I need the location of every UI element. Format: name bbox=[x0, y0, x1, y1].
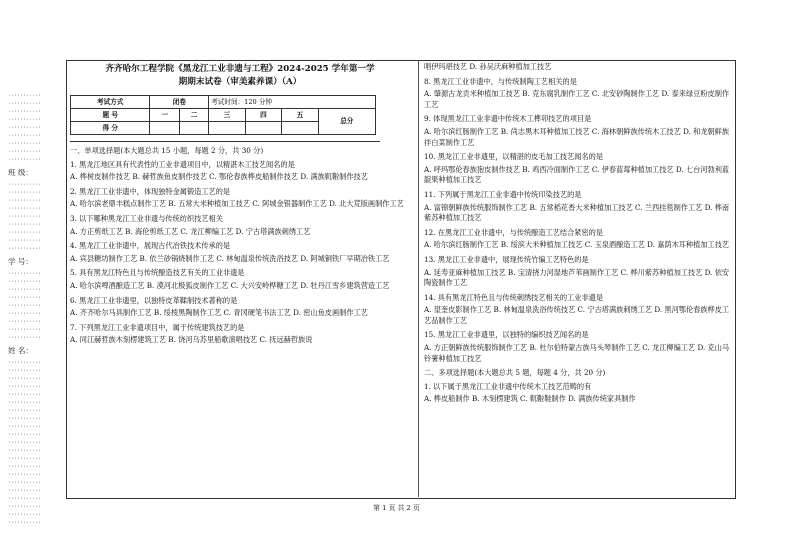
binding-strip bbox=[8, 92, 60, 532]
question-3: 3. 以下哪种黑龙江工业非遗与传统纺织技艺相关 bbox=[70, 213, 223, 223]
question-9: 9. 体现黑龙江工业非遗中传统木工榫卯技艺的项目是 bbox=[424, 114, 592, 124]
question-1: 1. 黑龙江地区具有代表性的工业非遗项目中，以精湛木工技艺闻名的是 bbox=[70, 159, 295, 169]
part-5: 五 bbox=[282, 109, 318, 122]
question-8: 8. 黑龙江工业非遗中，与传统制陶工艺相关的是 bbox=[424, 76, 577, 86]
question-14-options: A. 望奎皮影制作工艺 B. 林甸温泉洗浴传统技艺 C. 宁古塔满族刺绣工艺 D. 黑河鄂伦春族桦皮工艺品制作工艺 bbox=[424, 305, 730, 325]
question-13-options: A. 延寿亚麻种植加工技艺 B. 宝清挠力河湿地芦苇画制作工艺 C. 桦川紫苏种植加工技艺 D. 依安陶瓷制作工艺 bbox=[424, 267, 730, 288]
section-one-heading: 一、单项选择题(本大题总共 15 小题，每题 2 分，共 30 分) bbox=[70, 146, 264, 155]
name-label: 姓 名： bbox=[8, 346, 33, 355]
question-11: 11. 下列属于黑龙江工业非遗中传统印染技艺的是 bbox=[424, 189, 582, 199]
left-column bbox=[70, 60, 410, 350]
question-1-options: A. 桦树皮制作技艺 B. 赫哲族鱼皮制作技艺 C. 鄂伦春族桦皮船制作技艺 D. 满族靰鞡制作技艺 bbox=[70, 172, 368, 182]
question-7-options-continued: 唱伊玛堪技艺 D. 孙吴沃麻种植加工技艺 bbox=[424, 62, 552, 71]
part-4: 四 bbox=[245, 109, 281, 122]
question-15-options: A. 方正朝鲜族传统服饰制作工艺 B. 杜尔伯特蒙古族马头琴制作工艺 C. 龙江柳编工艺 D. 克山马铃薯种植加工技艺 bbox=[424, 343, 730, 363]
question-10: 10. 黑龙江工业非遗里，以精湛的皮毛加工技艺闻名的是 bbox=[424, 152, 604, 162]
question-15: 15. 黑龙江工业非遗里，以独特的编织技艺闻名的是 bbox=[424, 330, 589, 340]
question-9-options: A. 哈尔滨红肠制作工艺 B. 尚志黑木耳种植加工技艺 C. 海林朝鲜族传统木工技艺 D. 和龙朝鲜族拌白菜制作工艺 bbox=[424, 126, 730, 147]
question-number-label: 题 号 bbox=[71, 109, 150, 122]
score-cell-4 bbox=[245, 122, 281, 135]
question-8-options: A. 肇源古龙贡米种植加工技艺 B. 克东腐乳制作工艺 C. 北安砂陶制作工艺 D. 泰来绿豆粉皮制作工艺 bbox=[424, 89, 730, 109]
question-14: 14. 具有黑龙江特色且与传统刺绣技艺相关的工业非遗是 bbox=[424, 292, 604, 302]
score-cell-3 bbox=[209, 122, 245, 135]
question-11-options: A. 富锦朝鲜族传统服饰制作工艺 B. 五常稻花香大米种植加工技艺 C. 兰西挂毯制作工艺 D. 桦南紫苏种植加工技艺 bbox=[424, 202, 730, 223]
page-footer: 第 1 页 共 2 页 bbox=[373, 504, 420, 512]
multi-question-1: 1. 以下属于黑龙江工业非遗中传统木工技艺范畴的有 bbox=[424, 381, 592, 391]
class-label: 班 级： bbox=[8, 168, 33, 177]
question-5-options: A. 哈尔滨啤酒酿造工艺 B. 漠河北极狐皮制作工艺 C. 大兴安岭桦糖工艺 D. 牡丹江雪乡建筑营造工艺 bbox=[70, 280, 390, 290]
question-6: 6. 黑龙江工业非遗里，以独特皮革鞣制技术著称的是 bbox=[70, 295, 238, 305]
header-rule bbox=[70, 141, 380, 142]
part-2: 二 bbox=[179, 109, 208, 122]
column-divider bbox=[418, 60, 419, 497]
exam-time: 考试时间：120 分钟 bbox=[209, 96, 376, 109]
question-6-options: A. 齐齐哈尔马具制作工艺 B. 绥棱黑陶制作工艺 C. 青冈硬笔书法工艺 D. 密山鱼皮画制作工艺 bbox=[70, 308, 368, 318]
dotted-binding-line-class: ··········· ··········· ··········· ··········· ··········· ··········· ··········· ··········· ··········· bbox=[8, 182, 42, 252]
question-10-options: A. 呼玛鄂伦春族狍皮制作技艺 B. 鸡西冷面制作工艺 C. 伊春蓝莓种植加工技艺 D. 七台河勃利蓝靛果种植加工技艺 bbox=[424, 164, 730, 185]
dotted-binding-line-top: ··········· ··········· ··········· ··········· ··········· ··········· ··········· ··········· ··········· bbox=[8, 93, 42, 163]
dotted-binding-line-bottom: ··········· ··········· ··········· ··········· ··········· ··········· ··········· ··········· ··········· ··········· ··········· ··········· ··········· ··········· ··········· ··········· ··········· ··········· ··········· ··········· ··········· bbox=[8, 360, 42, 526]
part-3: 三 bbox=[209, 109, 245, 122]
score-cell-2 bbox=[179, 122, 208, 135]
score-cell-1 bbox=[150, 122, 179, 135]
section-two-heading: 二、多项选择题(本大题总共 5 题，每题 4 分，共 20 分) bbox=[424, 368, 606, 378]
question-12-options: A. 哈尔滨红肠制作工艺 B. 绥滨大米种植加工技艺 C. 玉泉酒酿造工艺 D. 嘉荫木耳种植加工技艺 bbox=[424, 240, 730, 250]
exam-subtitle: 期期末试卷（审美素养课）（A） bbox=[178, 77, 302, 87]
question-12: 12. 在黑龙江工业非遗中，与传统酿造工艺结合紧密的是 bbox=[424, 227, 604, 237]
question-3-options: A. 方正剪纸工艺 B. 海伦剪纸工艺 C. 龙江柳编工艺 D. 宁古塔满族刺绣工艺 bbox=[70, 226, 311, 236]
question-13: 13. 黑龙江工业非遗中，展现传统竹编工艺特色的是 bbox=[424, 254, 589, 264]
exam-title: 齐齐哈尔工程学院《黑龙江工业非遗与工程》2024-2025 学年第一学 bbox=[105, 64, 375, 74]
exam-mode-value: 闭卷 bbox=[150, 96, 209, 109]
question-7: 7. 下列黑龙江工业非遗项目中，属于传统建筑技艺的是 bbox=[70, 322, 245, 332]
score-cell-5 bbox=[282, 122, 318, 135]
score-label: 得 分 bbox=[71, 122, 150, 135]
right-column bbox=[424, 62, 730, 409]
question-2-options: A. 哈尔滨老鼎丰糕点制作工艺 B. 五常大米种植加工技艺 C. 阿城金银器制作工艺 D. 北大荒版画制作工艺 bbox=[70, 199, 404, 209]
part-1: 一 bbox=[150, 109, 179, 122]
dotted-binding-line-id: ··········· ··········· ··········· ··········· ··········· ··········· ··········· ··········· ··········· bbox=[8, 271, 42, 341]
total-score-label: 总分 bbox=[318, 109, 375, 135]
question-4-options: A. 宾县糖坊制作工艺 B. 依兰砂锅烧制作工艺 C. 林甸温泉传统洗浴技艺 D. 阿城铜铁厂早期冶铁工艺 bbox=[70, 253, 390, 263]
exam-mode-label: 考试方式 bbox=[71, 96, 150, 109]
question-2: 2. 黑龙江工业非遗中，体现独特金属锻造工艺的是 bbox=[70, 186, 231, 196]
question-5: 5. 具有黑龙江特色且与传统酿造技艺有关的工业非遗是 bbox=[70, 268, 245, 278]
question-7-options: A. 同江赫哲族木刻楞建筑工艺 B. 饶河乌苏里船歌演唱技艺 C. 抚远赫哲族说 bbox=[70, 335, 313, 345]
student-id-label: 学 号： bbox=[8, 257, 33, 266]
multi-question-1-options: A. 桦皮船制作 B. 木刻楞建筑 C. 靰鞡鞋制作 D. 满族传统家具制作 bbox=[424, 394, 636, 404]
score-table bbox=[70, 95, 376, 135]
question-4: 4. 黑龙江工业非遗中，展现古代冶铁技术传承的是 bbox=[70, 241, 231, 251]
